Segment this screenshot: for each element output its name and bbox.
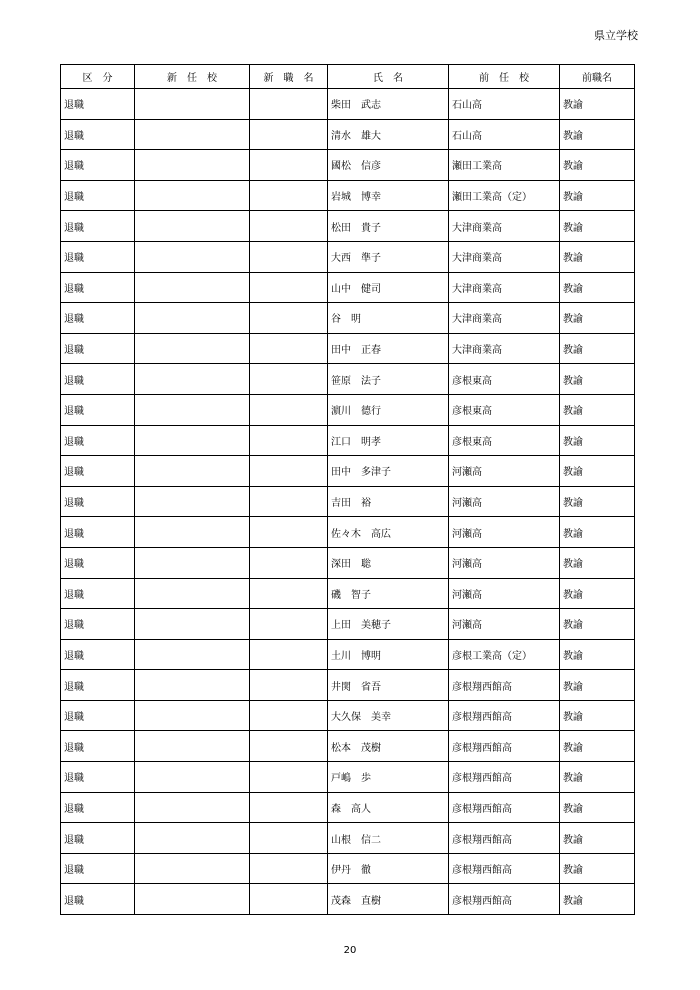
table-row [61, 456, 635, 487]
cell-name: 松本 茂樹 [328, 731, 449, 762]
cell-prev-position: 教諭 [560, 180, 635, 211]
cell-category: 退職 [61, 119, 135, 150]
table-row [61, 425, 635, 456]
cell-category: 退職 [61, 89, 135, 120]
cell-name: 田中 正春 [328, 333, 449, 364]
page-header-label: 県立学校 [594, 29, 638, 42]
cell-category: 退職 [61, 394, 135, 425]
table-row [61, 364, 635, 395]
cell-prev-position: 教諭 [560, 272, 635, 303]
cell-new-position [250, 425, 328, 456]
cell-prev-position: 教諭 [560, 609, 635, 640]
cell-new-position [250, 211, 328, 242]
cell-prev-position: 教諭 [560, 700, 635, 731]
cell-new-school [135, 486, 250, 517]
cell-prev-school: 彦根翔西館高 [449, 700, 560, 731]
cell-name: 濵川 德行 [328, 394, 449, 425]
cell-new-position [250, 884, 328, 915]
cell-prev-school: 大津商業高 [449, 272, 560, 303]
cell-new-position [250, 517, 328, 548]
cell-prev-school: 彦根翔西館高 [449, 670, 560, 701]
table-row [61, 89, 635, 120]
column-header-category: 区 分 [61, 65, 135, 89]
cell-prev-position: 教諭 [560, 547, 635, 578]
cell-new-position [250, 89, 328, 120]
cell-prev-school: 河瀬高 [449, 578, 560, 609]
cell-prev-position: 教諭 [560, 853, 635, 884]
cell-new-position [250, 272, 328, 303]
cell-prev-school: 石山高 [449, 89, 560, 120]
cell-prev-school: 河瀬高 [449, 456, 560, 487]
cell-new-school [135, 762, 250, 793]
cell-prev-school: 河瀬高 [449, 517, 560, 548]
table-row [61, 211, 635, 242]
cell-category: 退職 [61, 456, 135, 487]
table-row [61, 731, 635, 762]
cell-prev-position: 教諭 [560, 211, 635, 242]
cell-new-school [135, 456, 250, 487]
cell-new-position [250, 241, 328, 272]
cell-prev-school: 大津商業高 [449, 241, 560, 272]
cell-prev-school: 彦根工業高（定） [449, 639, 560, 670]
cell-new-school [135, 303, 250, 334]
cell-name: 笹原 法子 [328, 364, 449, 395]
cell-category: 退職 [61, 333, 135, 364]
cell-category: 退職 [61, 670, 135, 701]
cell-name: 井関 省吾 [328, 670, 449, 701]
cell-new-position [250, 303, 328, 334]
page-number: 20 [343, 945, 357, 956]
cell-category: 退職 [61, 517, 135, 548]
cell-category: 退職 [61, 211, 135, 242]
cell-new-position [250, 578, 328, 609]
column-header-prev-school: 前 任 校 [449, 65, 560, 89]
column-header-prev-position: 前職名 [560, 65, 635, 89]
cell-prev-school: 大津商業高 [449, 303, 560, 334]
cell-prev-school: 大津商業高 [449, 211, 560, 242]
cell-name: 山中 健司 [328, 272, 449, 303]
cell-name: 大西 準子 [328, 241, 449, 272]
cell-category: 退職 [61, 578, 135, 609]
cell-new-school [135, 119, 250, 150]
cell-new-school [135, 609, 250, 640]
cell-prev-position: 教諭 [560, 670, 635, 701]
cell-prev-position: 教諭 [560, 150, 635, 181]
cell-prev-school: 彦根翔西館高 [449, 884, 560, 915]
cell-new-position [250, 394, 328, 425]
cell-new-position [250, 180, 328, 211]
cell-prev-school: 彦根翔西館高 [449, 792, 560, 823]
cell-category: 退職 [61, 547, 135, 578]
cell-new-school [135, 884, 250, 915]
cell-prev-school: 瀬田工業高（定） [449, 180, 560, 211]
cell-new-school [135, 517, 250, 548]
cell-new-school [135, 364, 250, 395]
cell-category: 退職 [61, 364, 135, 395]
table-row [61, 853, 635, 884]
cell-category: 退職 [61, 762, 135, 793]
cell-prev-school: 河瀬高 [449, 486, 560, 517]
cell-category: 退職 [61, 150, 135, 181]
cell-new-school [135, 394, 250, 425]
cell-name: 土川 博明 [328, 639, 449, 670]
cell-category: 退職 [61, 700, 135, 731]
table-row [61, 609, 635, 640]
cell-name: 深田 聡 [328, 547, 449, 578]
cell-prev-position: 教諭 [560, 119, 635, 150]
cell-name: 大久保 美幸 [328, 700, 449, 731]
column-header-new-position: 新 職 名 [250, 65, 328, 89]
cell-prev-position: 教諭 [560, 731, 635, 762]
cell-prev-school: 瀬田工業高 [449, 150, 560, 181]
cell-prev-position: 教諭 [560, 456, 635, 487]
cell-new-position [250, 762, 328, 793]
cell-prev-school: 彦根東高 [449, 425, 560, 456]
cell-name: 田中 多津子 [328, 456, 449, 487]
cell-new-school [135, 241, 250, 272]
cell-new-school [135, 700, 250, 731]
cell-name: 森 高人 [328, 792, 449, 823]
cell-prev-position: 教諭 [560, 578, 635, 609]
table-row [61, 180, 635, 211]
cell-prev-school: 河瀬高 [449, 547, 560, 578]
table-row [61, 578, 635, 609]
cell-prev-position: 教諭 [560, 884, 635, 915]
cell-new-school [135, 150, 250, 181]
cell-name: 上田 美穂子 [328, 609, 449, 640]
table-body [61, 89, 635, 915]
cell-category: 退職 [61, 272, 135, 303]
cell-new-position [250, 731, 328, 762]
cell-new-position [250, 823, 328, 854]
cell-new-school [135, 89, 250, 120]
cell-prev-position: 教諭 [560, 394, 635, 425]
cell-new-position [250, 456, 328, 487]
cell-category: 退職 [61, 180, 135, 211]
cell-new-position [250, 670, 328, 701]
personnel-table [60, 64, 635, 915]
cell-prev-position: 教諭 [560, 364, 635, 395]
cell-prev-school: 彦根東高 [449, 394, 560, 425]
cell-prev-school: 河瀬高 [449, 609, 560, 640]
cell-new-position [250, 364, 328, 395]
table-row [61, 762, 635, 793]
table-row [61, 241, 635, 272]
table-row [61, 823, 635, 854]
cell-name: 磯 智子 [328, 578, 449, 609]
cell-new-school [135, 425, 250, 456]
cell-new-school [135, 180, 250, 211]
table-row [61, 272, 635, 303]
cell-new-school [135, 333, 250, 364]
cell-prev-school: 彦根翔西館高 [449, 731, 560, 762]
table-row [61, 303, 635, 334]
cell-new-position [250, 119, 328, 150]
cell-new-school [135, 823, 250, 854]
cell-prev-school: 彦根翔西館高 [449, 853, 560, 884]
cell-new-position [250, 609, 328, 640]
cell-category: 退職 [61, 823, 135, 854]
cell-name: 茂森 直樹 [328, 884, 449, 915]
cell-new-position [250, 333, 328, 364]
cell-new-school [135, 670, 250, 701]
cell-prev-position: 教諭 [560, 425, 635, 456]
cell-category: 退職 [61, 639, 135, 670]
cell-name: 國松 信彦 [328, 150, 449, 181]
cell-prev-school: 石山高 [449, 119, 560, 150]
cell-name: 清水 雄大 [328, 119, 449, 150]
cell-new-position [250, 639, 328, 670]
table-row [61, 119, 635, 150]
cell-new-school [135, 639, 250, 670]
cell-new-position [250, 700, 328, 731]
cell-prev-school: 彦根翔西館高 [449, 823, 560, 854]
cell-new-position [250, 547, 328, 578]
cell-prev-position: 教諭 [560, 486, 635, 517]
cell-new-school [135, 272, 250, 303]
cell-new-school [135, 547, 250, 578]
cell-prev-position: 教諭 [560, 89, 635, 120]
column-header-new-school: 新 任 校 [135, 65, 250, 89]
table-row [61, 639, 635, 670]
cell-new-school [135, 792, 250, 823]
table-row [61, 884, 635, 915]
cell-new-position [250, 792, 328, 823]
cell-new-position [250, 486, 328, 517]
table-row [61, 517, 635, 548]
cell-name: 松田 貴子 [328, 211, 449, 242]
cell-new-school [135, 731, 250, 762]
cell-new-school [135, 853, 250, 884]
table-row [61, 486, 635, 517]
cell-new-position [250, 853, 328, 884]
cell-new-position [250, 150, 328, 181]
column-header-name: 氏 名 [328, 65, 449, 89]
table-row [61, 700, 635, 731]
cell-prev-position: 教諭 [560, 823, 635, 854]
cell-category: 退職 [61, 425, 135, 456]
cell-name: 戸嶋 歩 [328, 762, 449, 793]
cell-prev-position: 教諭 [560, 762, 635, 793]
cell-name: 山根 信二 [328, 823, 449, 854]
cell-name: 江口 明孝 [328, 425, 449, 456]
table-header-row [61, 65, 635, 89]
cell-prev-school: 彦根翔西館高 [449, 762, 560, 793]
cell-name: 吉田 裕 [328, 486, 449, 517]
cell-name: 伊丹 徹 [328, 853, 449, 884]
table-row [61, 792, 635, 823]
table-row [61, 333, 635, 364]
cell-category: 退職 [61, 792, 135, 823]
cell-prev-position: 教諭 [560, 303, 635, 334]
cell-category: 退職 [61, 241, 135, 272]
cell-prev-position: 教諭 [560, 517, 635, 548]
cell-new-school [135, 211, 250, 242]
cell-category: 退職 [61, 609, 135, 640]
cell-prev-position: 教諭 [560, 333, 635, 364]
cell-new-school [135, 578, 250, 609]
cell-category: 退職 [61, 884, 135, 915]
cell-name: 谷 明 [328, 303, 449, 334]
cell-category: 退職 [61, 731, 135, 762]
table-row [61, 547, 635, 578]
cell-prev-school: 彦根東高 [449, 364, 560, 395]
cell-name: 岩城 博幸 [328, 180, 449, 211]
cell-category: 退職 [61, 303, 135, 334]
cell-prev-school: 大津商業高 [449, 333, 560, 364]
cell-category: 退職 [61, 853, 135, 884]
cell-prev-position: 教諭 [560, 241, 635, 272]
cell-category: 退職 [61, 486, 135, 517]
table-row [61, 150, 635, 181]
cell-prev-position: 教諭 [560, 639, 635, 670]
cell-name: 佐々木 高広 [328, 517, 449, 548]
table-row [61, 394, 635, 425]
table-row [61, 670, 635, 701]
cell-name: 柴田 武志 [328, 89, 449, 120]
cell-prev-position: 教諭 [560, 792, 635, 823]
